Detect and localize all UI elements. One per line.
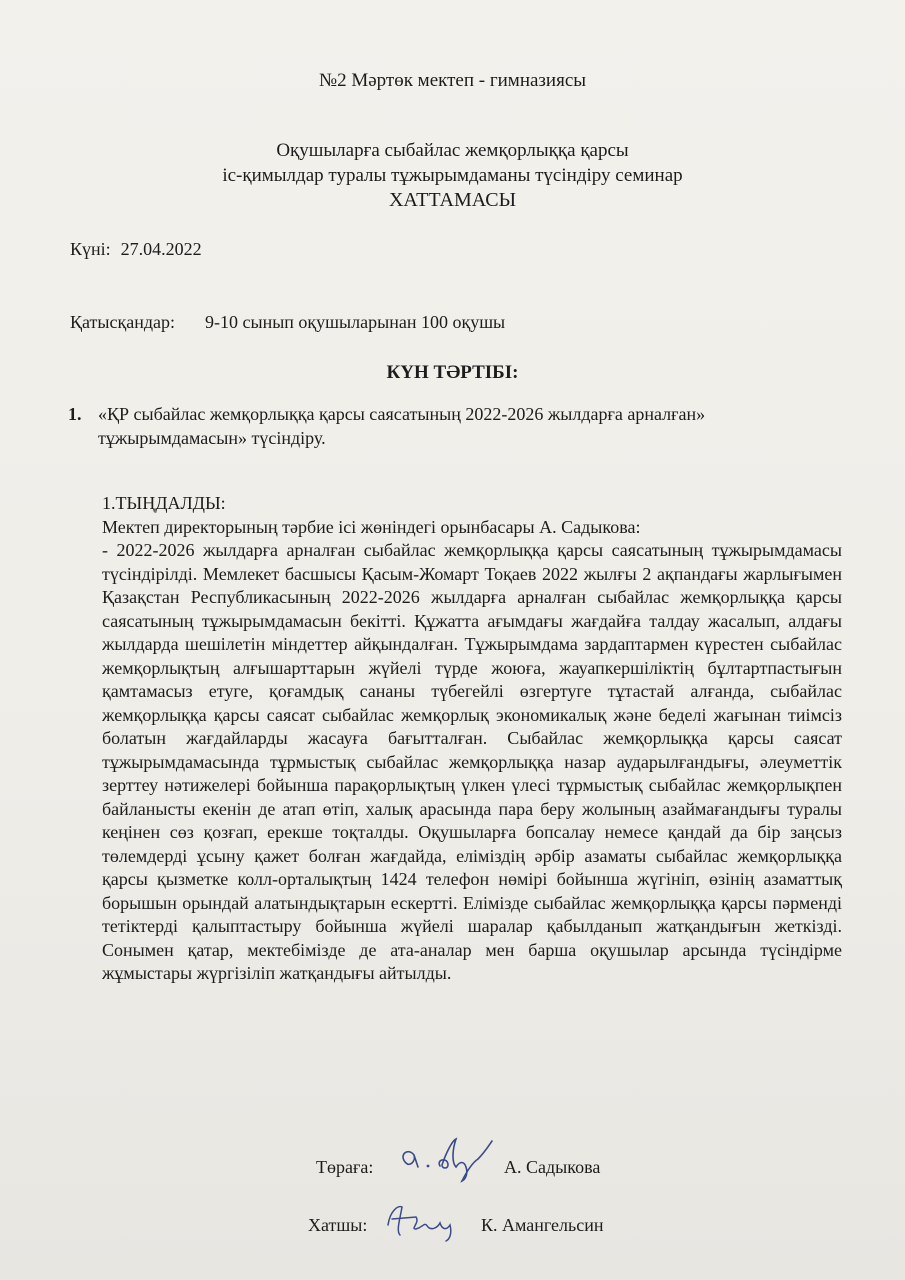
agenda-title: КҮН ТӘРТІБІ:: [386, 362, 519, 383]
secretary-name: К. Амангельсин: [481, 1215, 604, 1235]
agenda-item-number: 1.: [68, 404, 82, 424]
document-title: [0, 138, 905, 213]
chair-signature-row: [316, 1157, 601, 1178]
document-type: ХАТТАМАСЫ: [388, 189, 517, 211]
date-label: Күні:: [70, 239, 111, 259]
date-value: 27.04.2022: [120, 239, 202, 259]
agenda-item: [68, 402, 848, 450]
speaker-line: Мектеп директорының тәрбие ісі жөніндегі орынбасары А. Садыкова:: [102, 516, 641, 537]
school-name: №2 Мәртөк мектеп - гимназиясы: [318, 70, 587, 91]
participants-value: 9-10 сынып оқушыларынан 100 оқушы: [205, 312, 506, 332]
title-line-2: іс-қимылдар туралы тұжырымдаманы түсіндіру семинар: [222, 165, 683, 186]
section-heading: 1.ТЫҢДАЛДЫ:: [102, 493, 226, 513]
secretary-handwritten-signature: [380, 1197, 470, 1243]
participants-label: Қатысқандар:: [70, 312, 175, 332]
secretary-label: Хатшы:: [308, 1215, 368, 1235]
date-row: [70, 239, 202, 260]
section-text: - 2022-2026 жылдарға арналған сыбайлас жемқорлыққа қарсы саясатының тұжырымдамасы түсіндірілді. Мемлекет басшысы Қасым-Жомарт Тоқаев 2022 жылғы 2 ақпандағы жарлығымен Қазақстан Республикасының 2022-2026 жылдарға арналған сыбайлас жемқорлыққа қарсы саясатының тұжырымдамасын бекітті. Құжатта ағымдағы жағдайға талдау жасалып, алдағы жылдарда шешілетін міндеттер айқындалған. Тұжырымдама зардаптармен күрестен сыбайлас жемқорлықтың алғышарттарын жүйелі түрде жоюға, жауапкершіліктің бұлтартпастығын қамтамасыз етуге, қоғамдық сананы түбегейлі өзгертуге тұтастай алғанда, сыбайлас жемқорлыққа қарсы саясат сыбайлас жемқорлық экономикалық және беделі жағынан тиімсіз болатын жағдайларды жасауға бағытталған. Сыбайлас жемқорлыққа қарсы саясат тұжырымдамасында тұрмыстық сыбайлас жемқорлыққа назар аударылғандығы, әлеуметтік зерттеу нәтижелері бойынша парақорлықтың үлкен үлесі тұрмыстық сыбайлас жемқорлықпен байланысты екенін де атап өтіп, халық арасында пара беру жолының азаймағандығы туралы кеңінен сөз қозғап, ерекше тоқталды. Оқушыларға бопсалау немесе қандай да бір заңсыз төлемдерді ұсыну қажет болған жағдайда, еліміздің әрбір азаматы сыбайлас жемқорлыққа қарсы қызметке колл-орталықтың 1424 телефон нөмірі бойынша жүгініп, өзінің азаматтық борышын орындай алатындықтарын ескертті. Елімізде сыбайлас жемқорлыққа қарсы пәрменді тетіктерді қалыптастыру бойынша жүйелі шаралар қабылданып жатқандығын жеткізді. Сонымен қатар, мектебімізде де ата-аналар мен барша оқушылар арсында түсіндірме жұмыстары жүргізіліп жатқандығы айтылды.: [102, 540, 842, 983]
participants-row: [70, 312, 505, 333]
agenda-item-line-2: тұжырымдамасын» түсіндіру.: [98, 428, 326, 448]
chair-handwritten-signature: [392, 1133, 512, 1183]
title-line-1: Оқушыларға сыбайлас жемқорлыққа қарсы: [276, 140, 629, 161]
agenda-item-line-1: «ҚР сыбайлас жемқорлыққа қарсы саясатының 2022-2026 жылдарға арналған»: [98, 404, 706, 424]
chair-label: Төраға:: [316, 1157, 374, 1177]
minutes-section: [102, 492, 842, 986]
chair-name: А. Садыкова: [504, 1157, 601, 1177]
secretary-signature-row: [308, 1215, 604, 1236]
